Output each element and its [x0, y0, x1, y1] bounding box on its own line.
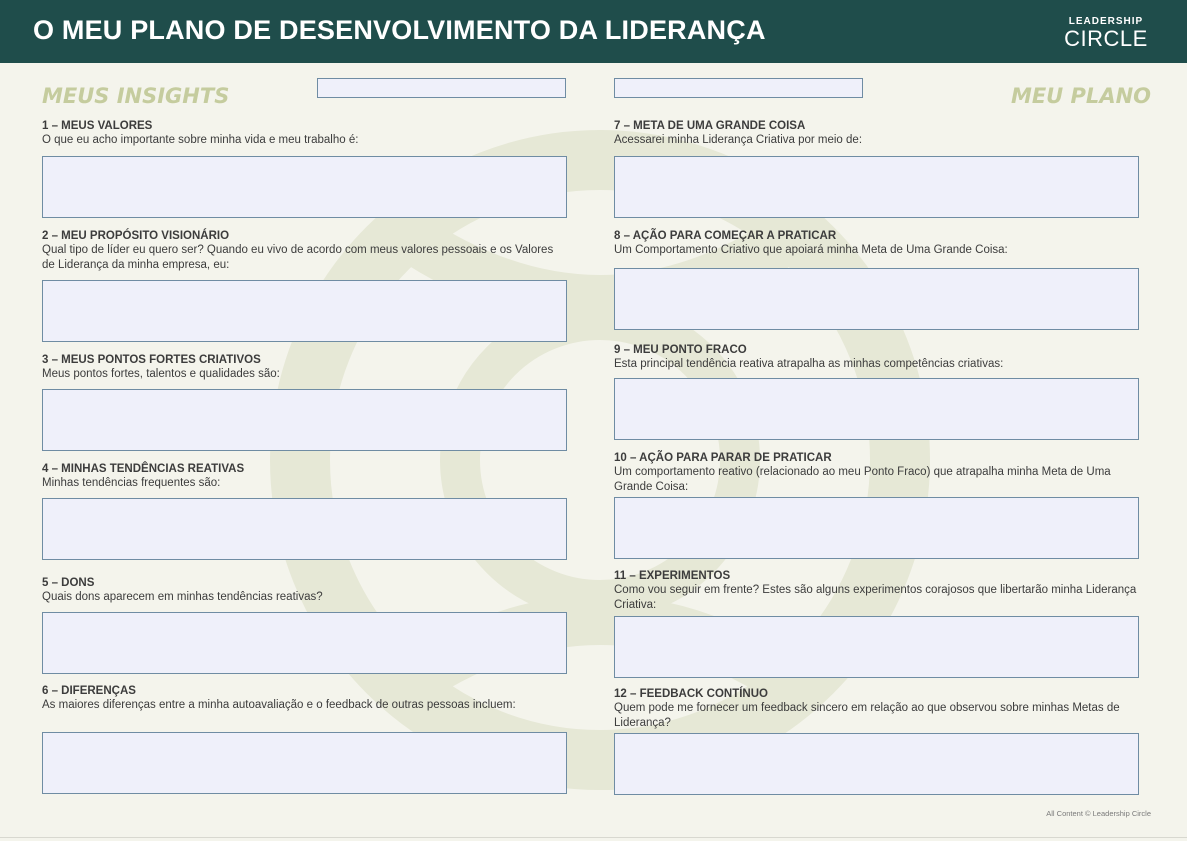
leadership-circle-logo	[1058, 16, 1154, 50]
section-prompt: Quais dons aparecem em minhas tendências reativas?	[42, 591, 323, 603]
section-12-continuous-feedback	[614, 687, 1140, 731]
logo-bottom-text: CIRCLE	[1064, 26, 1148, 51]
continuous-feedback-input-field[interactable]	[614, 733, 1139, 795]
copyright-footer: All Content © Leadership Circle	[1046, 809, 1151, 818]
section-1-values	[42, 119, 568, 148]
section-prompt: Um Comportamento Criativo que apoiará minha Meta de Uma Grande Coisa:	[614, 244, 1008, 256]
right-column-heading: MEU PLANO	[1010, 84, 1151, 108]
section-title: 5 – DONS	[42, 577, 95, 589]
section-4-reactive-tendencies	[42, 462, 568, 491]
section-title: 11 – EXPERIMENTOS	[614, 570, 731, 582]
creative-strengths-input-field[interactable]	[42, 389, 567, 451]
section-title: 8 – AÇÃO PARA COMEÇAR A PRATICAR	[614, 230, 837, 242]
section-title: 4 – MINHAS TENDÊNCIAS REATIVAS	[42, 463, 245, 475]
section-prompt: Acessarei minha Liderança Criativa por meio de:	[614, 134, 863, 146]
section-title: 1 – MEUS VALORES	[42, 120, 153, 132]
page-title: O MEU PLANO DE DESENVOLVIMENTO DA LIDERANÇA	[33, 15, 766, 45]
gifts-input-field[interactable]	[42, 612, 567, 674]
section-prompt: Um comportamento reativo (relacionado ao meu Ponto Fraco) que atrapalha minha Meta de Uma Grande Coisa:	[614, 466, 1111, 493]
section-8-start-action	[614, 229, 1140, 258]
section-3-creative-strengths	[42, 353, 568, 382]
stop-action-input-field[interactable]	[614, 497, 1139, 559]
experiments-input-field[interactable]	[614, 616, 1139, 678]
section-5-gifts	[42, 576, 568, 605]
section-prompt: Esta principal tendência reativa atrapalha as minhas competências criativas:	[614, 358, 1004, 370]
visionary-purpose-input-field[interactable]	[42, 280, 567, 342]
section-title: 7 – META DE UMA GRANDE COISA	[614, 120, 806, 132]
section-title: 10 – AÇÃO PARA PARAR DE PRATICAR	[614, 452, 832, 464]
reactive-tendencies-input-field[interactable]	[42, 498, 567, 560]
top-left-input-field[interactable]	[317, 78, 566, 98]
section-title: 3 – MEUS PONTOS FORTES CRIATIVOS	[42, 354, 261, 366]
start-action-input-field[interactable]	[614, 268, 1139, 330]
section-2-visionary-purpose	[42, 229, 568, 273]
section-prompt: Meus pontos fortes, talentos e qualidades são:	[42, 368, 280, 380]
section-prompt: Como vou seguir em frente? Estes são alguns experimentos corajosos que libertarão minha Liderança Criativa:	[614, 584, 1137, 611]
weak-point-input-field[interactable]	[614, 378, 1139, 440]
section-11-experiments	[614, 569, 1140, 613]
top-right-input-field[interactable]	[614, 78, 863, 98]
section-title: 12 – FEEDBACK CONTÍNUO	[614, 688, 768, 700]
section-title: 2 – MEU PROPÓSITO VISIONÁRIO	[42, 230, 230, 242]
section-10-stop-action	[614, 451, 1140, 495]
left-column-heading: MEUS INSIGHTS	[42, 84, 230, 108]
section-7-one-big-thing	[614, 119, 1140, 148]
section-prompt: Minhas tendências frequentes são:	[42, 477, 221, 489]
logo-top-text: LEADERSHIP	[1068, 16, 1144, 27]
section-title: 9 – MEU PONTO FRACO	[614, 344, 747, 356]
one-big-thing-input-field[interactable]	[614, 156, 1139, 218]
differences-input-field[interactable]	[42, 732, 567, 794]
section-prompt: Quem pode me fornecer um feedback sincero em relação ao que observou sobre minhas Metas de Liderança?	[614, 702, 1120, 729]
section-6-differences	[42, 684, 568, 713]
section-prompt: O que eu acho importante sobre minha vida e meu trabalho é:	[42, 134, 359, 146]
bottom-divider	[0, 837, 1187, 838]
section-9-weak-point	[614, 343, 1140, 372]
section-prompt: Qual tipo de líder eu quero ser? Quando eu vivo de acordo com meus valores pessoais e os Valores de Liderança da minha empresa, eu:	[42, 244, 554, 271]
section-prompt: As maiores diferenças entre a minha autoavaliação e o feedback de outras pessoas incluem:	[42, 699, 516, 711]
header-bar	[0, 0, 1187, 63]
section-title: 6 – DIFERENÇAS	[42, 685, 136, 697]
values-input-field[interactable]	[42, 156, 567, 218]
